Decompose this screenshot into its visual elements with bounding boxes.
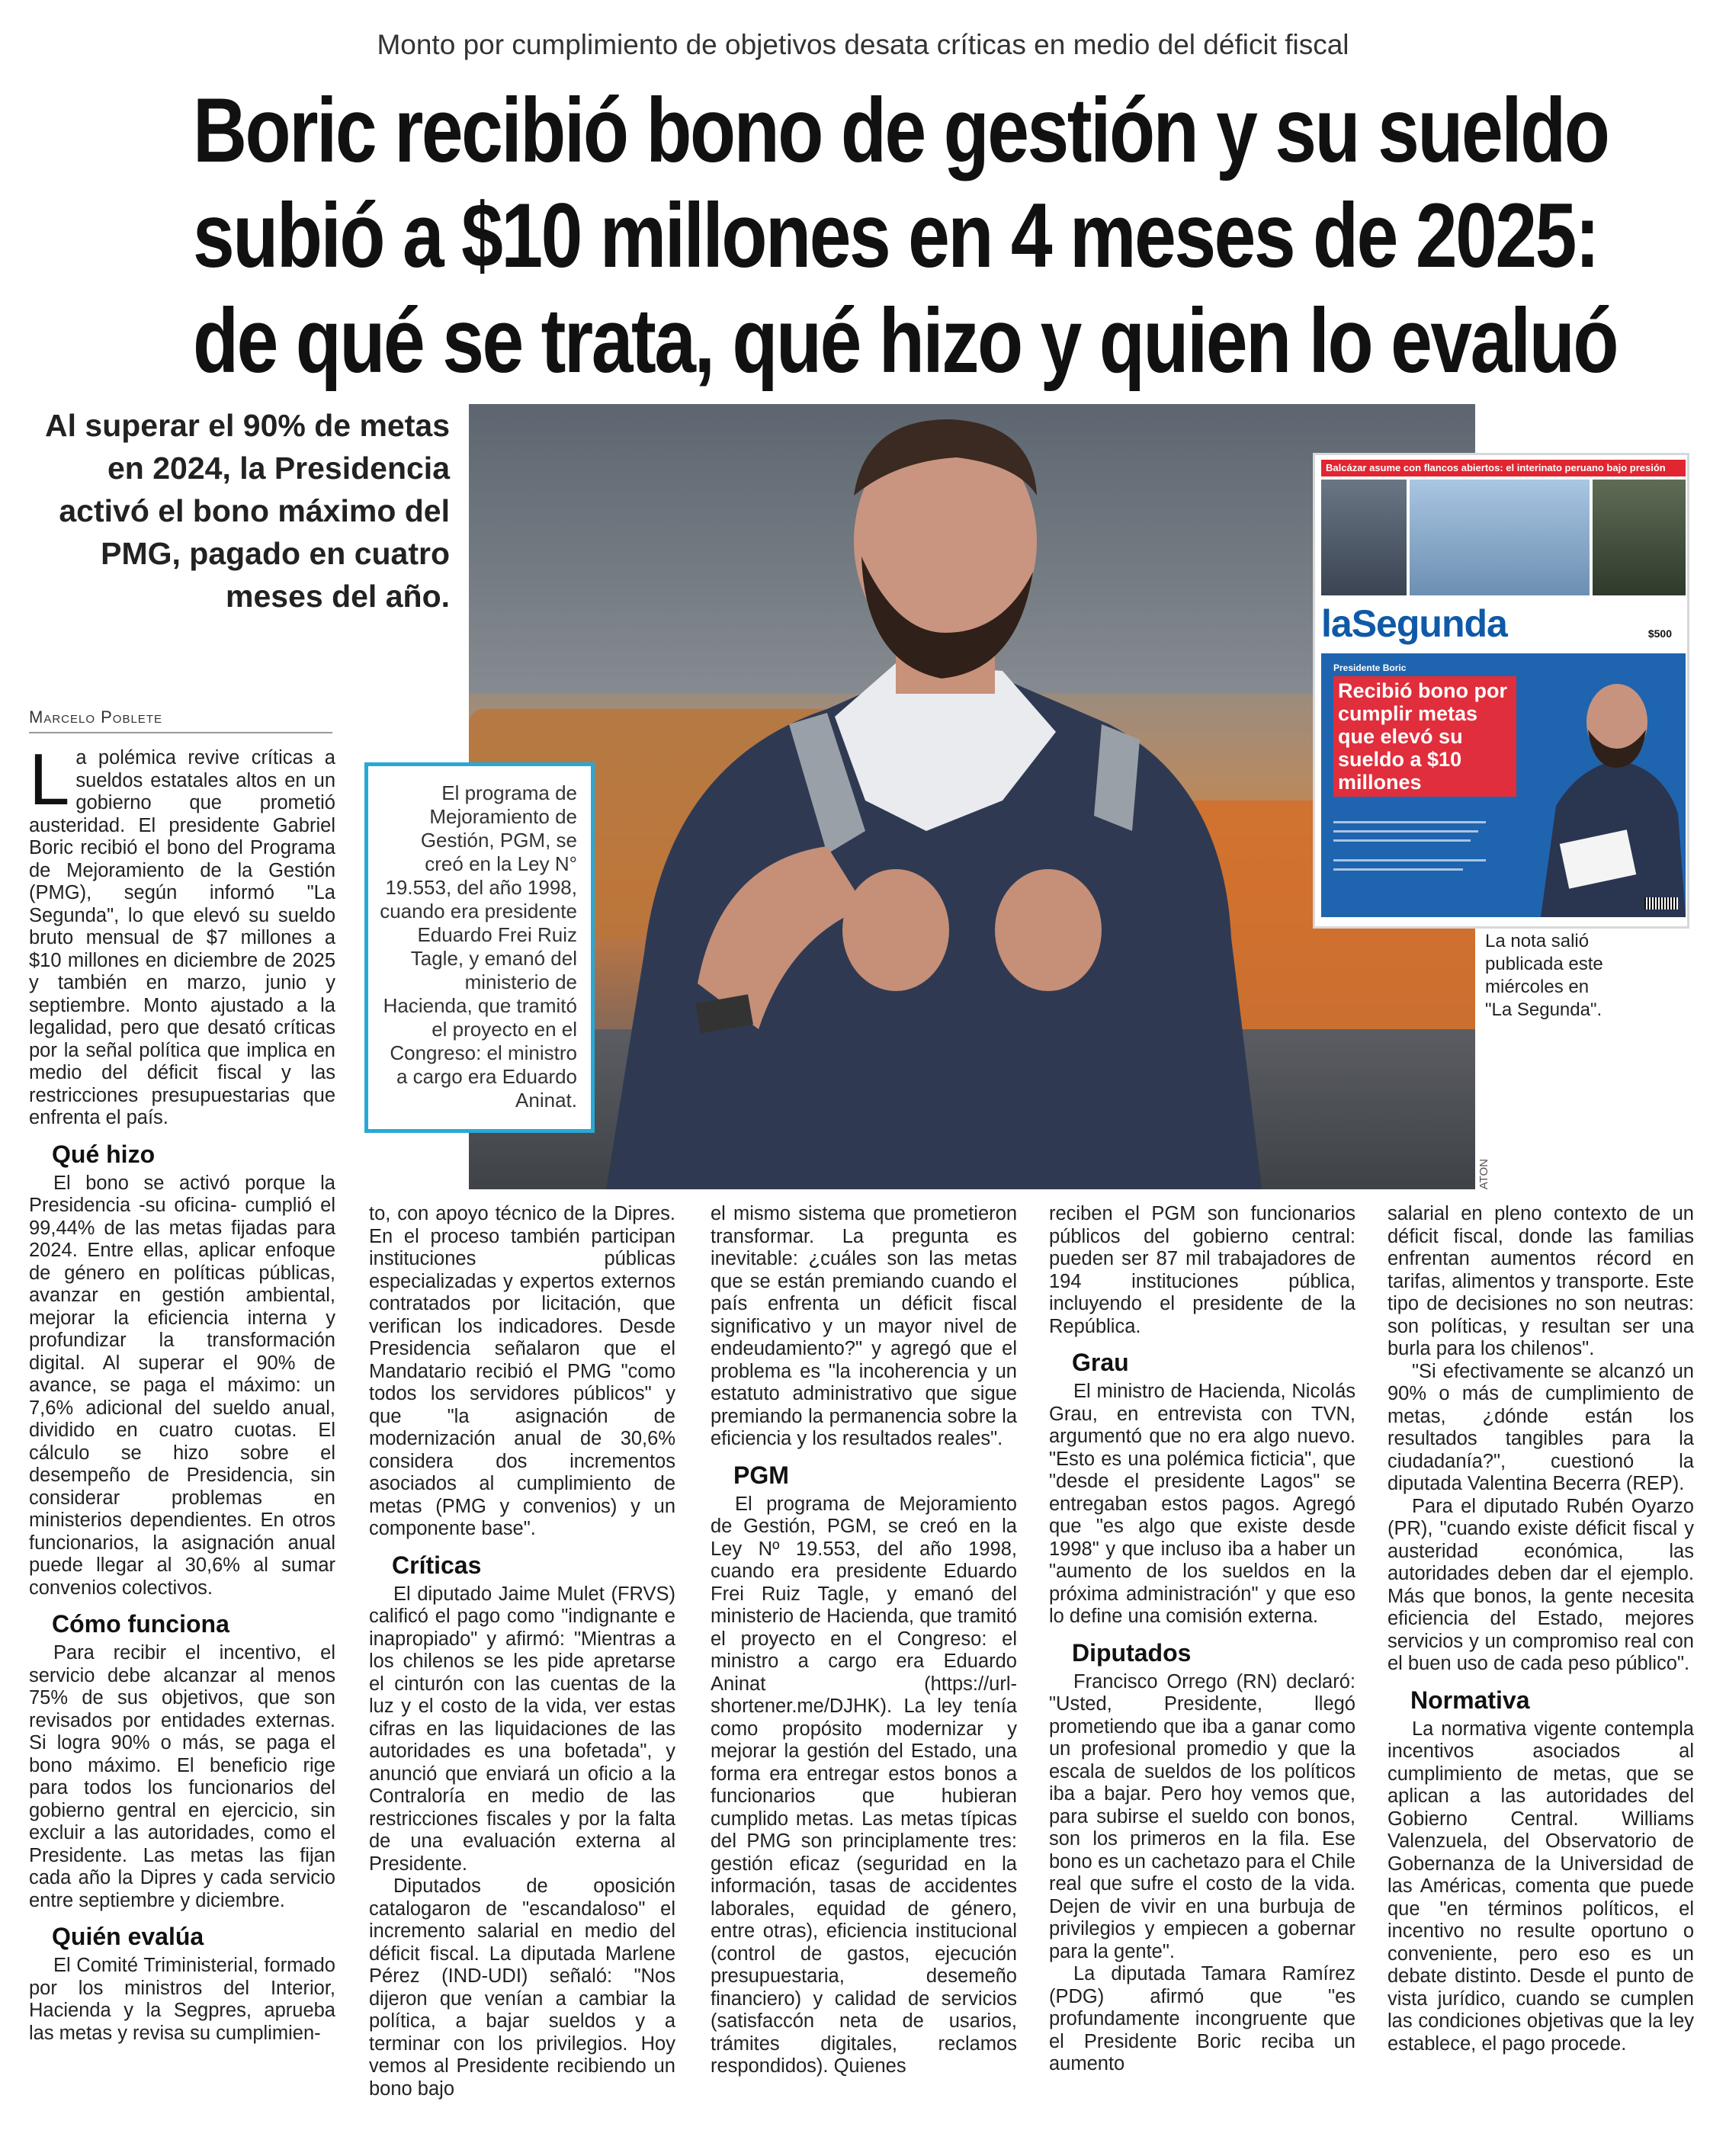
section-title-grau: Grau: [1072, 1349, 1129, 1376]
paragraph: La normativa vigente contempla incentivos asociados al cumplimiento de metas, que se aplican a las autoridades del Gobierno Central. Williams Valenzuela, del Observatorio de Gobernanza de la Universidad de las Américas, comenta que puede que "en términos políticos, el incentivo no resulte oportuno o conveniente, pero eso es un debate distinto. Desde el punto de vista jurídico, cuando se cumplen las condiciones objetivas que la ley establece, el pago procede.: [1388, 1718, 1694, 2055]
paragraph: Para el diputado Rubén Oyarzo (PR), "cuando existe déficit fiscal y austeridad económica, las autoridades deben dar el ejemplo. Más que bonos, la gente necesita eficiencia del Estado, mejores servicios y un compromiso real con el buen uso de cada peso público".: [1388, 1495, 1694, 1674]
section-title-normativa: Normativa: [1410, 1686, 1530, 1714]
paragraph: to, con apoyo técnico de la Dipres. En el proceso también participan instituciones públicas especializadas y expertos externos contratados por licitación, que verifican los indicadores. Desde Presidencia señalaron que el Mandatario recibió el PMG "como todos los servidores públicos" y que "la asignación de modernización anual de 30,6% considera dos incrementos asociados al cumplimiento de metas (PMG y convenios) y un componente base".: [369, 1203, 675, 1539]
paragraph: Diputados de oposición catalogaron de "escandaloso" el incremento salarial en medio del déficit fiscal. La diputada Marlene Pérez (IND-UDI) señaló: "Nos dijeron que venían a cambiar la política, a bajar sueldos y a terminar con los privilegios. Hoy vemos al Presidente recibiendo un bono bajo: [369, 1875, 675, 2100]
paragraph: Francisco Orrego (RN) declaró: "Usted, Presidente, llegó prometiendo que iba a ganar como un profesional promedio y que la escala de sueldos de los políticos iba a bajar. Pero hoy vemos que, para subirse el sueldo con bonos, son los primeros en la fila. Ese bono es un cachetazo para el Chile real que sufre el costo de la vida. Dejen de vivir en una burbuja de privilegios y empiecen a gobernar para la gente".: [1049, 1670, 1355, 1962]
cover-text-line: [1333, 830, 1478, 833]
deck-summary: Al superar el 90% de metas en 2024, la Presidencia activó el bono máximo del PMG, pagado en cuatro meses del año.: [45, 408, 450, 614]
paragraph: el mismo sistema que prometieron transformar. La pregunta es inevitable: ¿cuáles son las metas que se están premiando cuando el país enfrenta un déficit fiscal significativo y un mayor nivel de endeudamiento?" y agregó que el problema es "la incoherencia y un estatuto administrativo que sigue premiando la permanencia sobre la eficiencia y los resultados reales".: [711, 1203, 1017, 1449]
photo-credit: ATON: [1477, 1159, 1490, 1190]
column-3: [711, 1203, 1017, 2078]
paragraph: reciben el PGM son funcionarios públicos del gobierno central: pueden ser 87 mil trabajadores de 194 instituciones pública, incluyendo el presidente de la República.: [1049, 1203, 1355, 1337]
paragraph: El Comité Triministerial, formado por los ministros del Interior, Hacienda y la Segpres, aprueba las metas y revisa su cumplimien-: [29, 1955, 335, 2044]
column-2: [369, 1203, 675, 2100]
cover-main-kicker: Presidente Boric: [1333, 663, 1407, 673]
paragraph: salarial en pleno contexto de un déficit fiscal, donde las familias enfrentan aumentos récord en tarifas, alimentos y transporte. Este tipo de decisiones no son neutras: son políticas, y resultan ser una burla para los chilenos".: [1388, 1203, 1694, 1359]
cover-barcode: [1644, 897, 1678, 910]
section-title-criticas: Críticas: [392, 1551, 482, 1579]
paragraph: El diputado Jaime Mulet (FRVS) calificó el pago como "indignante e inapropiado" y afirmó: "Mientras a los chilenos se les pide apretarse el cinturón con las cuentas de la luz y el costo de la vida, ver estas cifras en las liquidaciones de las autoridades es una bofetada", y anunció que enviará un oficio a la Contraloría en medio de las restricciones fiscales y por la falta de una evaluación externa al Presidente.: [369, 1583, 675, 1875]
headline-line-2: subió a $10 millones en 4 meses de 2025:: [192, 184, 1599, 287]
section-title-pgm: PGM: [733, 1461, 789, 1489]
cover-top-bar: Balcázar asume con flancos abiertos: el interinato peruano bajo presión: [1321, 460, 1686, 476]
cover-main-title: Recibió bono por cumplir metas que elevó su sueldo a $10 millones: [1333, 676, 1516, 797]
cover-main-story: [1321, 653, 1686, 917]
intro-text: a polémica revive críticas a sueldos estatales altos en un gobierno que prometió austeridad. El presidente Gabriel Boric recibió el bono del Programa de Mejoramiento de la Gestión (PMG), según informó "La Segunda", lo que elevó su sueldo bruto mensual de $7 millones a $10 millones en diciembre de 2025 y también en marzo, junio y septiembre. Monto ajustado a la legalidad, pero que desató críticas por la señal política que implica en medio del déficit fiscal y las restricciones presupuestarias que enfrenta el país.: [29, 747, 335, 1128]
column-4: [1049, 1203, 1355, 2076]
column-1: [29, 739, 335, 2045]
headline-line-3: de qué se trata, qué hizo y quien lo evaluó: [192, 290, 1618, 392]
column-5: [1388, 1203, 1694, 2055]
dropcap: L: [29, 739, 70, 820]
section-title-diputados: Diputados: [1072, 1638, 1192, 1667]
cover-text-line: [1333, 859, 1486, 861]
paragraph: El bono se activó porque la Presidencia -su oficina- cumplió el 99,44% de las metas fijadas para 2024. Entre ellas, aplicar enfoque de género en políticas públicas, avanzar en gestión ambiental, mejorar la eficiencia interna y profundizar la transformación digital. Al superar el 90% de avance, se paga el máximo: un 7,6% adicional del sueldo anual, dividido en cuatro cuotas. El cálculo se hizo sobre el desempeño de Presidencia, sin considerar problemas en ministerios dependientes. En otros funcionarios, la asignación anual puede llegar al 30,6% al sumar convenios colectivos.: [29, 1172, 335, 1599]
newspaper-cover-image: [1313, 453, 1689, 929]
intro-paragraph: [29, 739, 335, 1130]
section-title-que-hizo: Qué hizo: [52, 1140, 156, 1168]
section-title-como-funciona: Cómo funciona: [52, 1610, 229, 1638]
paragraph: Para recibir el incentivo, el servicio debe alcanzar al menos 75% de sus objetivos, que son revisados por entidades externas. Si logra 90% o más, se paga el bono máximo. El beneficio rige para todos los funcionarios del gobierno gentral en ejercicio, sin excluir a las autoridades, como el Presidente. Las metas las fijan cada año la Dipres y cada servicio entre septiembre y diciembre.: [29, 1642, 335, 1911]
cover-text-line: [1333, 821, 1486, 823]
byline: Marcelo Poblete: [29, 707, 332, 733]
cover-logo-row: [1321, 598, 1686, 647]
paragraph: "Si efectivamente se alcanzó un 90% o más de cumplimiento de metas, ¿dónde están los resultados tangibles para la ciudadanía?", cuestionó la diputada Valentina Becerra (REP).: [1388, 1360, 1694, 1494]
paragraph: El ministro de Hacienda, Nicolás Grau, en entrevista con TVN, argumentó que no era algo nuevo. "Esto es una polémica ficticia", que "desde el presidente Lagos" se entregaban estos pagos. Agregó que "es algo que existe desde 1998" y que incluso iba a haber un "aumento de los sueldos en la próxima administración" y que eso lo define una comisión externa.: [1049, 1381, 1355, 1627]
cover-text-line: [1333, 868, 1463, 871]
cover-price: $500: [1647, 627, 1672, 640]
paragraph: El programa de Mejoramiento de Gestión, PGM, se creó en la Ley Nº 19.553, del año 1998, cuando era presidente Eduardo Frei Ruiz Tagle, y emanó del ministerio de Hacienda, que tramitó el proyecto en el Congreso: el ministro a cargo era Eduardo Aninat (https://url-shortener.me/DJHK). La ley tenía como propósito modernizar y mejorar la gestión del Estado, una forma era entregar estos bonos a funcionarios que hubieran cumplido metas. Las metas típicas del PMG son principlamente tres: gestión eficaz (seguridad en la información, tasas de accidentes laborales, equidad de género, entre otras), eficiencia institucional (control de gastos, ejecución presupuestaria, desemeño financiero) y calidad de servicios (satisfaccón neta de usarios, trámites digitales, reclamos respondidos). Quienes: [711, 1493, 1017, 2077]
headline-line-1: Boric recibió bono de gestión y su sueldo: [192, 79, 1609, 181]
cover-thumbnails: [1321, 480, 1686, 595]
kicker: Monto por cumplimiento de objetivos desata críticas en medio del déficit fiscal: [377, 29, 1349, 60]
photo-caption-box: El programa de Mejoramiento de Gestión, PGM, se creó en la Ley N° 19.553, del año 1998, cuando era presidente Eduardo Frei Ruiz Tagle, y emanó del ministerio de Hacienda, que tramitó el proyecto en el Congreso: el ministro a cargo era Eduardo Aninat.: [364, 762, 595, 1133]
cover-logo: laSegunda: [1321, 602, 1507, 645]
headline: [192, 78, 1618, 393]
cover-caption: La nota salió publicada este miércoles en "La Segunda".: [1485, 931, 1603, 1020]
paragraph: La diputada Tamara Ramírez (PDG) afirmó que "es profundamente incongruente que el Presidente Boric reciba un aumento: [1049, 1963, 1355, 2074]
cover-person-icon: [1533, 653, 1686, 917]
section-title-quien-evalua: Quién evalúa: [52, 1923, 204, 1950]
cover-text-line: [1333, 839, 1471, 842]
